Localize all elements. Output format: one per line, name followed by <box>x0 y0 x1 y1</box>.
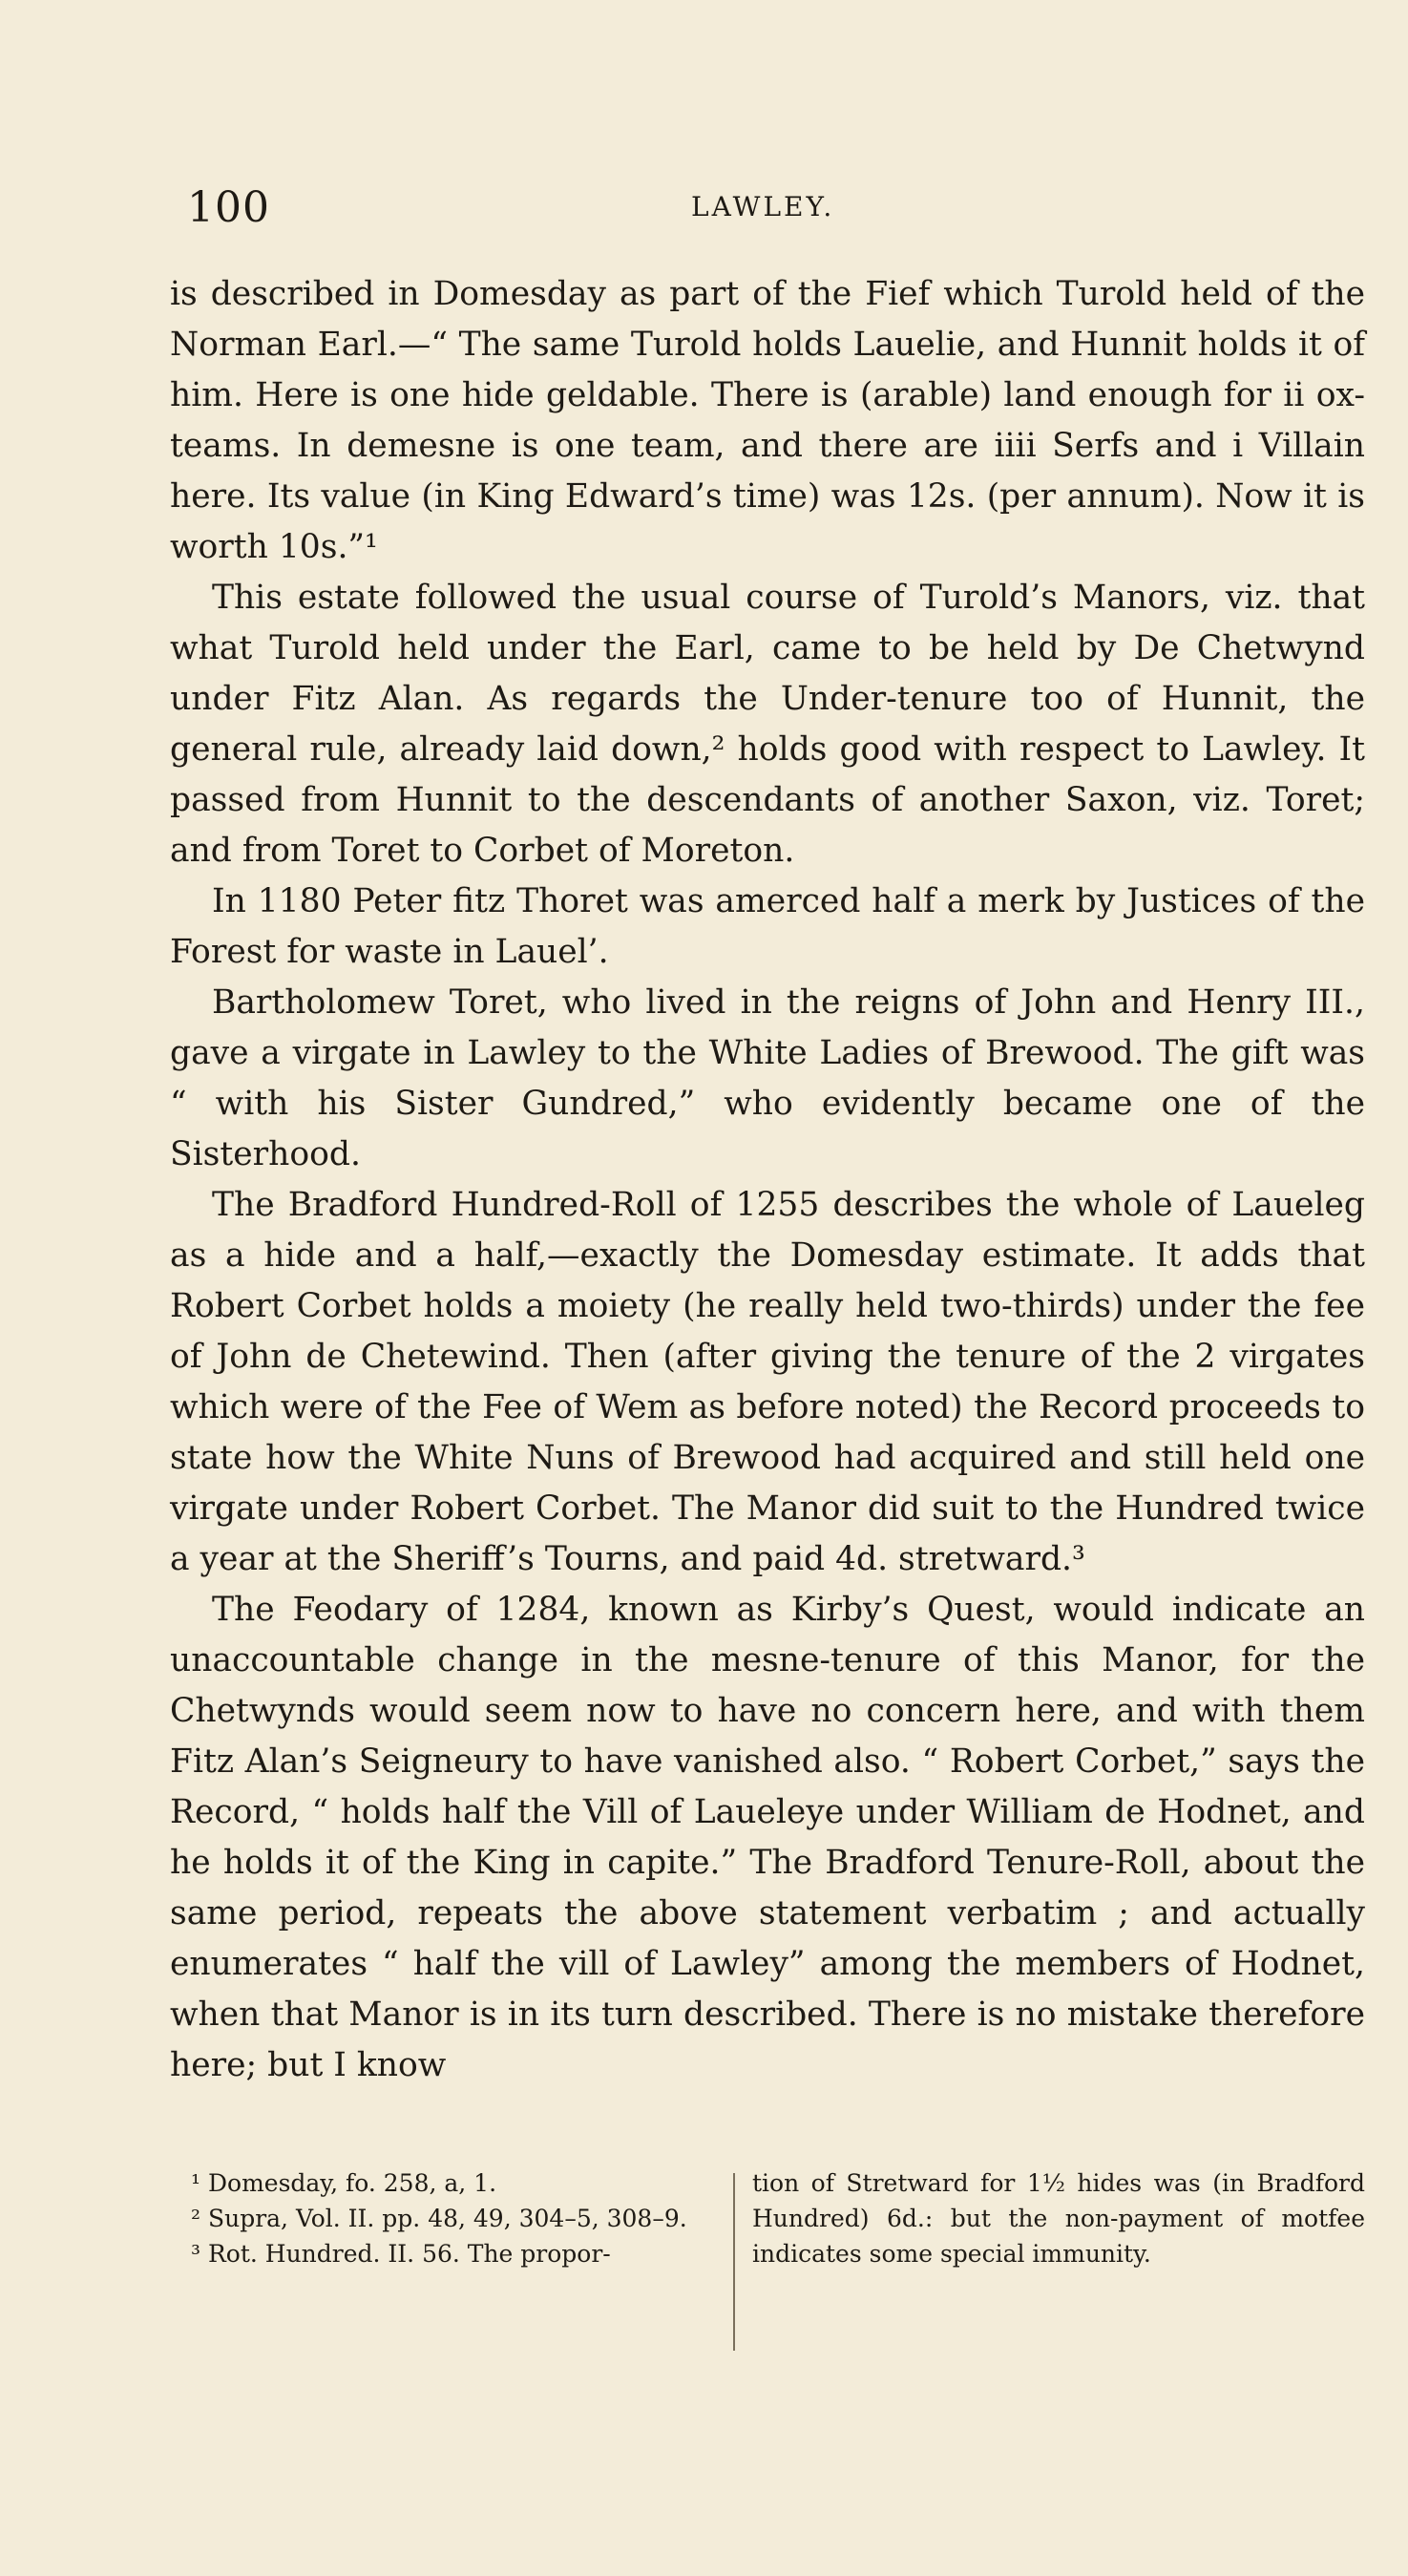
footnotes-left-column <box>170 2165 716 2271</box>
footnote-3-continued: tion of Stretward for 1½ hides was (in Bradford Hundred) 6d.: but the non-payment of motfee indicates some special immunity. <box>752 2169 1365 2268</box>
paragraph-domesday-entry: is described in Domesday as part of the Fief which Turold held of the Norman Earl.—“ The same Turold holds Lauelie, and Hunnit holds it of him. Here is one hide geldable. There is (arable) land enough for ii ox-teams. In demesne is one team, and there are iiii Serfs and i Villain here. Its value (in King Edward’s time) was 12s. (per annum). Now it is worth 10s.”¹ <box>170 275 1365 566</box>
footnotes-right-column <box>752 2165 1365 2271</box>
body-text <box>170 269 1365 2091</box>
paragraph-hundred-roll-1255: The Bradford Hundred-Roll of 1255 describes the whole of Laueleg as a hide and a half,—exactly the Domesday estimate. It adds that Robert Corbet holds a moiety (he really held two-thirds) under the fee of John de Chetewind. Then (after giving the tenure of the 2 virgates which were of the Fee of Wem as before noted) the Record proceeds to state how the White Nuns of Brewood had acquired and still held one virgate under Robert Corbet. The Manor did suit to the Hundred twice a year at the Sheriff’s Tourns, and paid 4d. stretward.³ <box>170 1186 1365 1578</box>
paragraph-bartholomew-toret: Bartholomew Toret, who lived in the reigns of John and Henry III., gave a virgate in Lawley to the White Ladies of Brewood. The gift was “ with his Sister Gundred,” who evidently became one of the Sisterhood. <box>170 983 1365 1173</box>
paragraph-estate-tenure: This estate followed the usual course of Turold’s Manors, viz. that what Turold held under the Earl, came to be held by De Chetwynd under Fitz Alan. As regards the Under-tenure too of Hunnit, the general rule, already laid down,² holds good with respect to Lawley. It passed from Hunnit to the descendants of another Saxon, viz. Toret; and from Toret to Corbet of Moreton. <box>170 579 1365 870</box>
page-number: 100 <box>187 183 270 232</box>
footnotes <box>170 2165 1365 2356</box>
footnote-2: ² Supra, Vol. II. pp. 48, 49, 304–5, 308–9. <box>191 2205 687 2232</box>
column-divider <box>733 2173 735 2351</box>
paragraph-amercement-1180: In 1180 Peter fitz Thoret was amerced half a merk by Justices of the Forest for waste in Lauel’. <box>170 882 1365 971</box>
paragraph-feodary-1284: The Feodary of 1284, known as Kirby’s Quest, would indicate an unaccountable change in the mesne-tenure of this Manor, for the Chetwynds would seem now to have no concern here, and with them Fitz Alan’s Seigneury to have vanished also. “ Robert Corbet,” says the Record, “ holds half the Vill of Laueleye under William de Hodnet, and he holds it of the King in capite.” The Bradford Tenure-Roll, about the same period, repeats the above statement verbatim ; and actually enumerates “ half the vill of Lawley” among the members of Hodnet, when that Manor is in its turn described. There is no mistake therefore here; but I know <box>170 1591 1365 2084</box>
footnote-1: ¹ Domesday, fo. 258, a, 1. <box>191 2169 497 2197</box>
page-header <box>187 183 1361 231</box>
footnote-3: ³ Rot. Hundred. II. 56. The propor- <box>191 2240 611 2268</box>
running-head: LAWLEY. <box>691 191 835 222</box>
